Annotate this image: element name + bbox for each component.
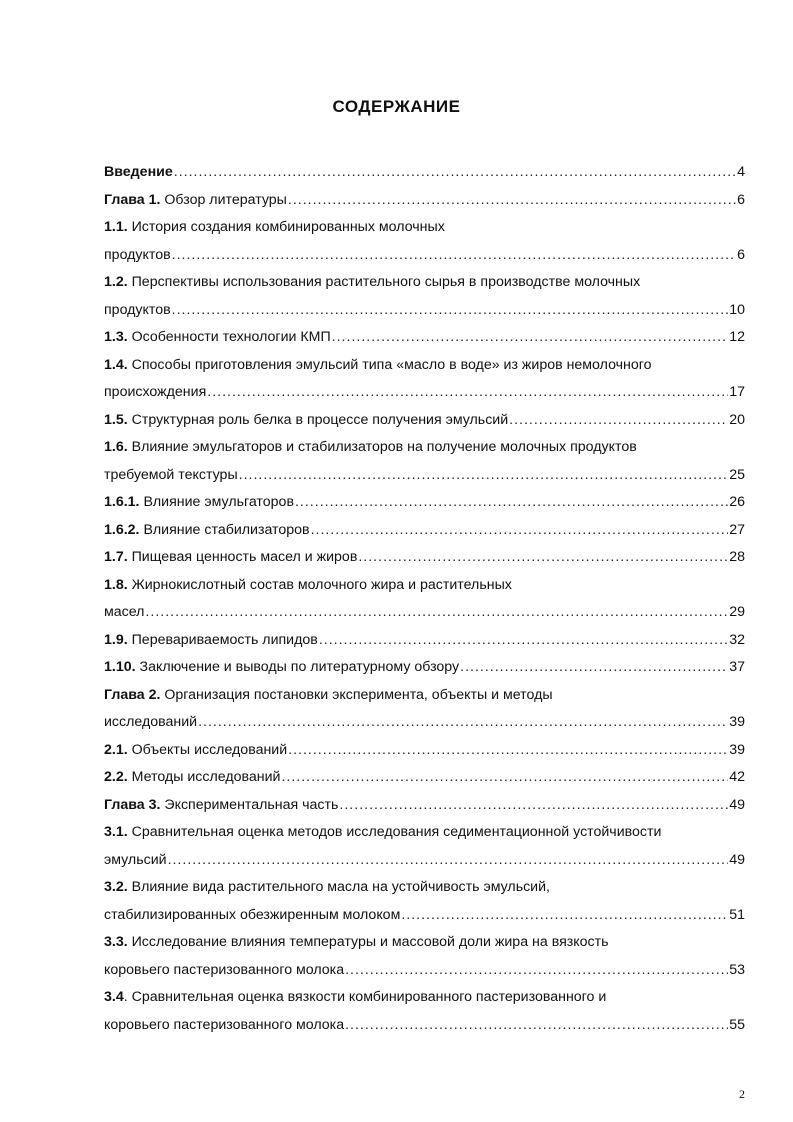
toc-entry-text: Исследование влияния температуры и массовой доли жира на вязкость xyxy=(127,934,609,950)
dot-leader xyxy=(319,627,728,655)
toc-entry-line xyxy=(104,489,745,517)
toc-entry-text: Влияние вида растительного масла на устойчивость эмульсий, xyxy=(127,879,550,895)
toc-entry-number: Глава 3. xyxy=(104,796,161,813)
toc-page-number: 20 xyxy=(729,411,745,428)
toc-page-number: 49 xyxy=(729,796,745,813)
table-of-contents xyxy=(104,159,745,1039)
toc-entry-number: 1.3. xyxy=(104,329,128,345)
dot-leader xyxy=(288,187,736,215)
toc-page-number: 25 xyxy=(729,466,745,483)
toc-entry-line xyxy=(104,379,745,407)
toc-entry-label xyxy=(104,599,144,627)
toc-page-number: 26 xyxy=(729,494,745,510)
toc-entry-line xyxy=(104,297,745,325)
toc-entry-line xyxy=(104,654,745,682)
toc-page-number: 17 xyxy=(729,384,745,400)
toc-entry-text: исследований xyxy=(104,714,198,730)
dot-leader xyxy=(509,407,728,435)
toc-entry-label xyxy=(104,819,661,847)
dot-leader xyxy=(358,544,728,572)
toc-entry-text: стабилизированных обезжиренным молоком xyxy=(104,906,401,923)
dot-leader xyxy=(288,737,728,765)
toc-entry-label xyxy=(104,407,508,435)
toc-entry-number: 1.4. xyxy=(104,356,128,373)
toc-entry-text: . Сравнительная оценка вязкости комбинированного пастеризованного и xyxy=(123,989,607,1005)
toc-entry-label xyxy=(104,462,238,490)
toc-entry-line xyxy=(104,462,745,490)
toc-entry-line xyxy=(104,1012,745,1040)
toc-entry-text: Влияние эмульгаторов и стабилизаторов на получение молочных продуктов xyxy=(127,439,637,455)
toc-entry-label xyxy=(104,682,553,710)
dot-leader xyxy=(339,792,728,820)
toc-entry-label xyxy=(104,984,606,1012)
toc-entry-text: Перевариваемость липидов xyxy=(127,631,318,648)
toc-entry-label xyxy=(104,517,310,545)
dot-leader xyxy=(345,1012,728,1040)
toc-entry-text: масел xyxy=(104,604,145,620)
toc-entry-text: Методы исследований xyxy=(127,769,281,785)
toc-page-number: 51 xyxy=(729,906,745,923)
toc-entry-line xyxy=(104,627,745,655)
toc-entry-number: Глава 1. xyxy=(104,191,161,208)
toc-entry-number: 3.4 xyxy=(104,989,124,1005)
toc-entry-text: Перспективы использования растительного сырья в производстве молочных xyxy=(127,274,641,290)
toc-entry-label xyxy=(104,159,173,187)
toc-entry-label xyxy=(104,214,445,242)
toc-page-number: 6 xyxy=(737,246,745,263)
dot-leader xyxy=(207,379,728,407)
dot-leader xyxy=(239,462,729,490)
toc-entry-line xyxy=(104,929,745,957)
toc-entry-line xyxy=(104,764,745,792)
toc-entry-number: 1.8. xyxy=(104,576,128,593)
dot-leader xyxy=(172,242,736,270)
dot-leader xyxy=(281,764,728,792)
toc-entry-line xyxy=(104,847,745,875)
toc-entry-text: История создания комбинированных молочных xyxy=(127,219,445,235)
toc-entry-line xyxy=(104,517,745,545)
toc-entry-text: Структурная роль белка в процессе получения эмульсий xyxy=(127,411,509,428)
toc-entry-label xyxy=(104,709,197,737)
toc-entry-text: Способы приготовления эмульсий типа «масло в воде» из жиров немолочного xyxy=(127,356,652,373)
dot-leader xyxy=(172,297,729,325)
toc-page-number: 49 xyxy=(729,851,745,868)
toc-entry-text: коровьего пастеризованного молока xyxy=(104,961,345,978)
toc-entry-label xyxy=(104,434,637,462)
toc-entry-number: 1.10. xyxy=(104,659,136,675)
toc-page-number: 29 xyxy=(729,604,745,620)
toc-page-number: 39 xyxy=(729,714,745,730)
toc-page-number: 39 xyxy=(729,741,745,758)
toc-entry-label xyxy=(104,957,344,985)
toc-entry-line xyxy=(104,957,745,985)
toc-entry-label xyxy=(104,379,206,407)
toc-page-number: 55 xyxy=(729,1016,745,1033)
toc-page-number: 27 xyxy=(729,521,745,538)
toc-entry-number: 3.2. xyxy=(104,879,128,895)
toc-entry-text: Введение xyxy=(104,164,173,180)
toc-page-number: 12 xyxy=(729,329,745,345)
toc-entry-label xyxy=(104,187,287,215)
toc-entry-line xyxy=(104,407,745,435)
toc-page-number: 42 xyxy=(729,769,745,785)
toc-entry-label xyxy=(104,792,338,820)
toc-entry-number: 1.7. xyxy=(104,549,128,565)
toc-entry-number: 1.9. xyxy=(104,631,128,648)
toc-entry-line xyxy=(104,599,745,627)
toc-entry-line xyxy=(104,324,745,352)
toc-page-number: 32 xyxy=(729,631,745,648)
toc-entry-text: Экспериментальная часть xyxy=(160,796,339,813)
dot-leader xyxy=(311,517,729,545)
toc-entry-label xyxy=(104,654,459,682)
toc-entry-line xyxy=(104,434,745,462)
toc-entry-number: 2.1. xyxy=(104,741,128,758)
toc-page-number: 6 xyxy=(737,191,745,208)
toc-entry-text: Объекты исследований xyxy=(127,741,288,758)
toc-page-number: 28 xyxy=(729,549,745,565)
toc-entry-line xyxy=(104,984,745,1012)
toc-entry-label xyxy=(104,764,280,792)
toc-entry-label xyxy=(104,352,652,380)
toc-entry-text: происхождения xyxy=(104,384,207,400)
dot-leader xyxy=(460,654,728,682)
toc-entry-number: 1.6.1. xyxy=(104,494,140,510)
toc-entry-number: 3.3. xyxy=(104,934,128,950)
toc-entry-line xyxy=(104,572,745,600)
toc-entry-number: 1.6.2. xyxy=(104,521,140,538)
toc-entry-number: 1.6. xyxy=(104,439,128,455)
toc-page-number: 4 xyxy=(737,164,745,180)
toc-entry-number: 1.2. xyxy=(104,274,128,290)
toc-entry-text: Влияние стабилизаторов xyxy=(139,521,310,538)
toc-entry-text: коровьего пастеризованного молока xyxy=(104,1016,345,1033)
toc-entry-text: Обзор литературы xyxy=(160,191,287,208)
toc-entry-label xyxy=(104,737,287,765)
dot-leader xyxy=(295,489,728,517)
toc-entry-line xyxy=(104,874,745,902)
toc-entry-text: Жирнокислотный состав молочного жира и растительных xyxy=(127,576,512,593)
toc-entry-label xyxy=(104,902,400,930)
toc-entry-text: продуктов xyxy=(104,246,171,263)
toc-entry-number: 3.1. xyxy=(104,824,128,840)
toc-entry-label xyxy=(104,929,609,957)
toc-entry-label xyxy=(104,572,512,600)
toc-entry-label xyxy=(104,269,640,297)
toc-entry-label xyxy=(104,242,171,270)
toc-entry-label xyxy=(104,297,171,325)
toc-entry-line xyxy=(104,709,745,737)
dot-leader xyxy=(401,902,728,930)
toc-entry-text: требуемой текстуры xyxy=(104,466,238,483)
toc-entry-text: Особенности технологии КМП xyxy=(127,329,331,345)
toc-page-number: 37 xyxy=(729,659,745,675)
page-number: 2 xyxy=(739,1087,745,1101)
dot-leader xyxy=(345,957,728,985)
toc-entry-label xyxy=(104,489,294,517)
toc-entry-text: Заключение и выводы по литературному обзору xyxy=(135,659,460,675)
dot-leader xyxy=(198,709,728,737)
dot-leader xyxy=(168,847,729,875)
toc-entry-text: Сравнительная оценка методов исследования седиментационной устойчивости xyxy=(127,824,662,840)
toc-page-number: 10 xyxy=(729,301,745,318)
dot-leader xyxy=(174,159,736,187)
toc-entry-number: 1.5. xyxy=(104,411,128,428)
toc-entry-line xyxy=(104,242,745,270)
toc-entry-line xyxy=(104,352,745,380)
toc-entry-label xyxy=(104,324,331,352)
toc-entry-label xyxy=(104,1012,344,1040)
toc-page-number: 53 xyxy=(729,961,745,978)
toc-entry-line xyxy=(104,214,745,242)
toc-entry-number: Глава 2. xyxy=(104,686,161,703)
toc-entry-text: Пищевая ценность масел и жиров xyxy=(127,549,358,565)
toc-entry-number: 2.2. xyxy=(104,769,128,785)
toc-entry-label xyxy=(104,847,167,875)
toc-entry-text: продуктов xyxy=(104,301,171,318)
toc-entry-number: 1.1. xyxy=(104,219,128,235)
toc-entry-line xyxy=(104,159,745,187)
toc-entry-line xyxy=(104,682,745,710)
toc-entry-text: эмульсий xyxy=(104,851,167,868)
page-title: СОДЕРЖАНИЕ xyxy=(332,97,461,116)
toc-entry-line xyxy=(104,187,745,215)
toc-entry-label xyxy=(104,627,318,655)
dot-leader xyxy=(332,324,729,352)
toc-entry-line xyxy=(104,902,745,930)
toc-entry-line xyxy=(104,544,745,572)
toc-entry-line xyxy=(104,792,745,820)
toc-entry-label xyxy=(104,874,550,902)
toc-entry-line xyxy=(104,737,745,765)
toc-entry-line xyxy=(104,819,745,847)
dot-leader xyxy=(145,599,728,627)
toc-entry-line xyxy=(104,269,745,297)
toc-entry-text: Влияние эмульгаторов xyxy=(139,494,294,510)
toc-entry-text: Организация постановки эксперимента, объекты и методы xyxy=(160,686,553,703)
toc-entry-label xyxy=(104,544,357,572)
